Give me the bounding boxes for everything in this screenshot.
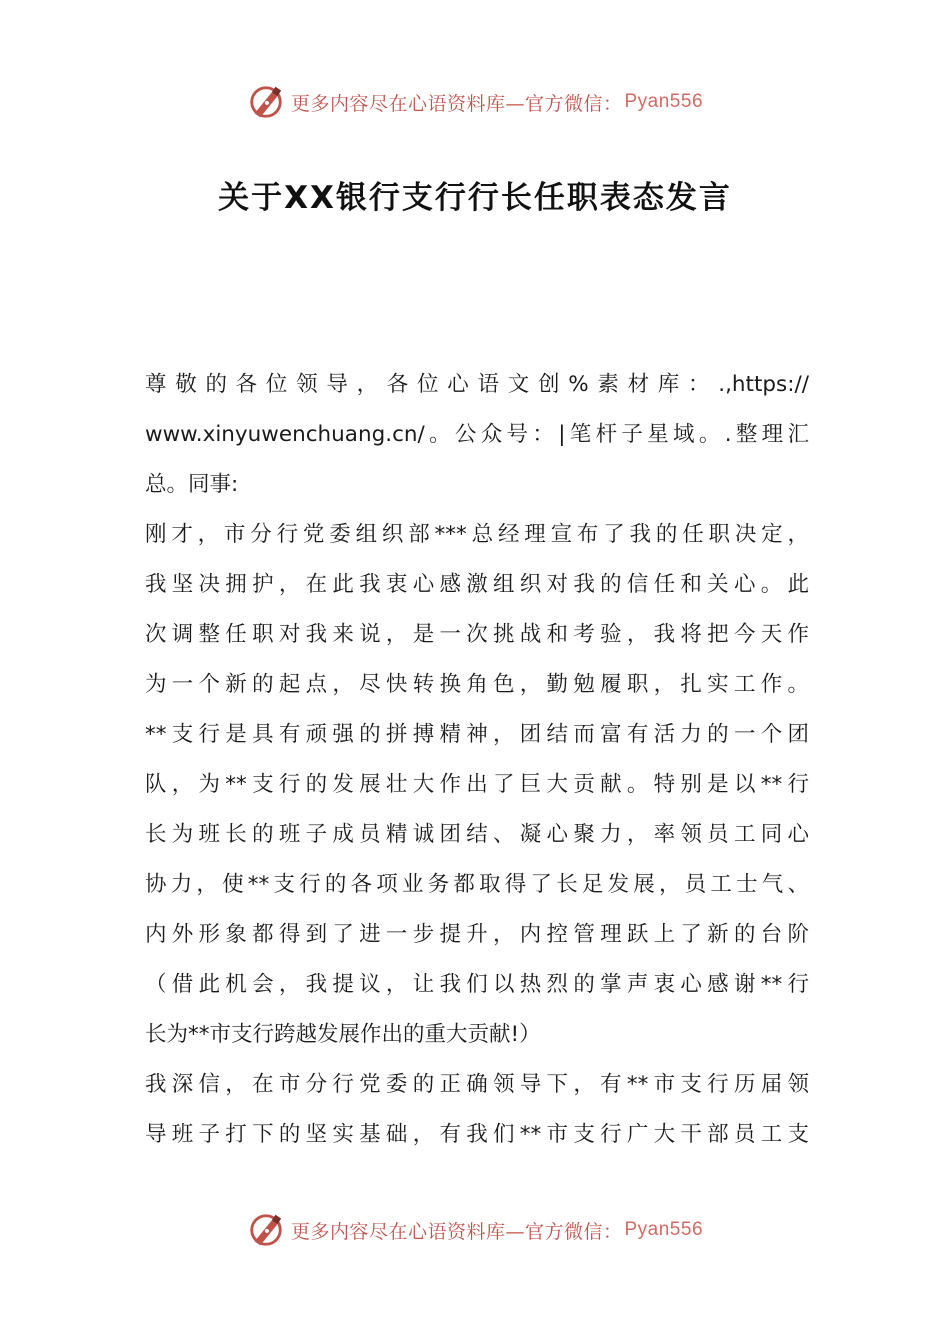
body-line: **支行是具有顽强的拼搏精神，团结而富有活力的一个团	[145, 722, 809, 747]
body-line: 长为班长的班子成员精诚团结、凝心聚力，率领员工同心	[145, 822, 809, 847]
body-line: 我坚决拥护，在此我衷心感激组织对我的信任和关心。此	[145, 572, 809, 597]
body-line: 长为**市支行跨越发展作出的重大贡献!）	[145, 1022, 541, 1047]
body-line: 我深信，在市分行党委的正确领导下，有**市支行历届领	[145, 1072, 809, 1097]
body-line: 次调整任职对我来说，是一次挑战和考验，我将把今天作	[145, 622, 809, 647]
body-line: 协力，使**支行的各项业务都取得了长足发展，员工士气、	[145, 872, 809, 897]
body-line: 内外形象都得到了进一步提升，内控管理跃上了新的台阶	[145, 922, 809, 947]
body-line: 刚才，市分行党委组织部***总经理宣布了我的任职决定，	[145, 522, 809, 547]
pen-nib-logo-icon	[247, 83, 285, 121]
body-line: 尊敬的各位领导，各位心语文创%素材库：.,https://	[145, 372, 809, 397]
body-line: 总。同事:	[145, 472, 239, 497]
body-line: 导班子打下的坚实基础，有我们**市支行广大干部员工支	[145, 1122, 809, 1147]
banner-wechat-id: Pyan556	[624, 1219, 704, 1240]
body-line: 队，为**支行的发展壮大作出了巨大贡献。特别是以**行	[145, 772, 809, 797]
footer-banner	[0, 1210, 950, 1250]
document-body	[145, 360, 809, 1160]
pen-nib-logo-icon	[247, 1211, 285, 1249]
banner-text: 更多内容尽在心语资料库—官方微信：	[290, 92, 623, 115]
banner-text: 更多内容尽在心语资料库—官方微信：	[290, 1220, 623, 1243]
body-line: www.xinyuwenchuang.cn/。公众号：|笔杆子星域。.整理汇	[145, 422, 809, 447]
document-title: 关于XX银行支行行长任职表态发言	[218, 180, 732, 216]
body-line: 为一个新的起点，尽快转换角色，勤勉履职，扎实工作。	[145, 672, 809, 697]
banner-wechat-id: Pyan556	[624, 91, 704, 112]
body-line: （借此机会，我提议，让我们以热烈的掌声衷心感谢**行	[145, 972, 809, 997]
header-banner	[0, 82, 950, 122]
